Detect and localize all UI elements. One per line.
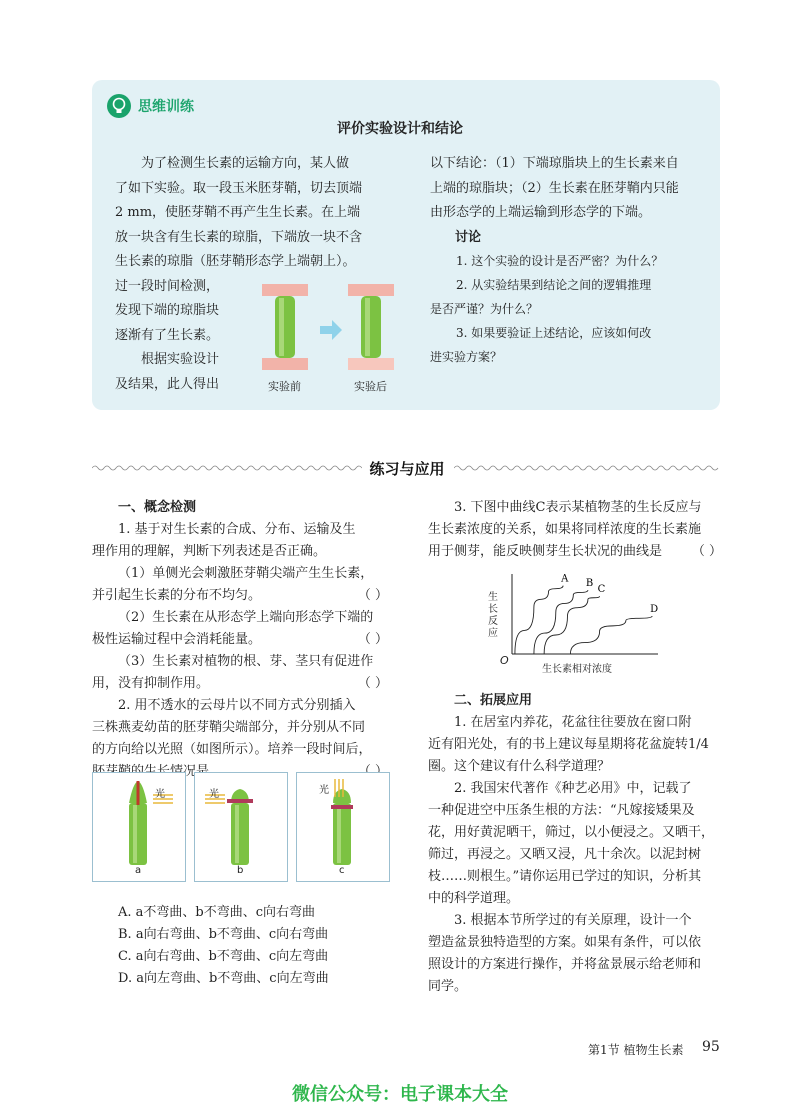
options-list [118, 902, 398, 990]
discussion-item: 进实验方案？ [430, 350, 503, 364]
light-label: 光 [319, 785, 329, 796]
text-line: 的方向给以光照（如图所示）。培养一段时间后， [92, 742, 372, 757]
page-number: 95 [702, 1039, 720, 1055]
thinking-badge-label: 思维训练 [138, 99, 194, 115]
text-line: 三株燕麦幼苗的胚芽鞘尖端部分，并分别从不同 [92, 720, 366, 735]
text-line: 照设计的方案进行操作，并将盆景展示给老师和 [428, 957, 702, 972]
x-axis-label: 生长素相对浓度 [542, 664, 612, 675]
answer-blank[interactable]: （ ） [357, 588, 388, 603]
text-line: 1. 在居室内养花，花盆往往要放在窗口附 [454, 715, 692, 730]
text-line: 极性运输过程中会消耗能量。 （ ） [92, 629, 388, 651]
option-d[interactable]: D. a向左弯曲、b不弯曲、c向左弯曲 [118, 971, 329, 986]
curve-label-D: D [650, 604, 659, 615]
text-line: 2 mm，使胚芽鞘不再产生生长素。在上端 [115, 205, 361, 220]
wavy-divider-right [454, 464, 720, 472]
text-line: 以下结论：（1）下端琼脂块上的生长素来自 [430, 156, 679, 171]
text-line: 3. 下图中曲线C表示某植物茎的生长反应与 [454, 500, 702, 515]
curve-label-A: A [561, 573, 569, 585]
text-line: 由形态学的上端运输到形态学的下端。 [430, 205, 652, 220]
section-title: 练习与应用 [369, 460, 445, 478]
text-line: 2. 用不透水的云母片以不同方式分别插入 [118, 698, 356, 713]
text-line: 过一段时间检测， [115, 278, 220, 294]
curve-D [570, 616, 652, 654]
text-line: （1）单侧光会刺激胚芽鞘尖端产生生长素， [118, 566, 374, 581]
text-line: 了如下实验。取一段玉米胚芽鞘，切去顶端 [115, 180, 363, 196]
figure-label-c: c [339, 865, 345, 876]
curve-label-B: B [585, 578, 594, 590]
y-axis-label: 生长反应 [488, 592, 498, 639]
thinking-title: 评价实验设计和结论 [337, 121, 463, 137]
answer-blank[interactable]: （ ） [357, 676, 388, 691]
text-line: 及结果，此人得出 [115, 376, 220, 392]
curve-B [534, 590, 588, 654]
answer-blank[interactable]: （ ） [357, 632, 388, 647]
option-a[interactable]: A. a不弯曲、b不弯曲、c向右弯曲 [118, 905, 316, 920]
text-line: 同学。 [428, 979, 468, 994]
text-line: 塑造盆景独特造型的方案。如果有条件，可以依 [428, 935, 702, 950]
text-line: 生长素浓度的关系，如果将同样浓度的生长素施 [428, 522, 702, 537]
text-line: 一种促进空中压条生根的方法：“凡嫁接矮果及 [428, 803, 695, 818]
origin-label: O [500, 654, 509, 667]
discussion-item: 3. 如果要验证上述结论，应该如何改 [456, 326, 652, 340]
text-line: 上端的琼脂块；（2）生长素在胚芽鞘内只能 [430, 180, 679, 196]
figure-label-b: b [237, 865, 244, 876]
watermark-text: 微信公众号：电子课本大全 [292, 1084, 508, 1105]
light-label: 光 [155, 789, 165, 800]
text-line: 枝……则根生。”请你运用已学过的知识，分析其 [428, 869, 702, 884]
figure-label-a: a [135, 865, 142, 876]
discussion-label: 讨论 [455, 230, 482, 245]
text-line: 逐渐有了生长素。 [115, 327, 220, 343]
text-line: 花，用好黄泥晒干，筛过，以小便浸之。又晒干， [428, 825, 715, 840]
text-line: 理作用的理解，判断下列表述是否正确。 [92, 544, 327, 559]
text-line: （3）生长素对植物的根、芽、茎只有促进作 [118, 654, 374, 669]
text-line: 用于侧芽，能反映侧芽生长状况的曲线是 （ ） [428, 541, 722, 563]
arrow-icon [320, 320, 342, 340]
right-column-q3 [428, 497, 722, 563]
text-line: 为了检测生长素的运输方向，某人做 [141, 156, 350, 171]
text-line: 中的科学道理。 [428, 891, 520, 906]
lightbulb-icon [106, 93, 132, 119]
option-b[interactable]: B. a向右弯曲、b不弯曲、c向右弯曲 [118, 927, 329, 942]
text-line: 2. 我国宋代著作《种艺必用》中，记载了 [454, 781, 692, 796]
discussion-list [430, 249, 720, 369]
extension-heading: 二、拓展应用 [454, 693, 533, 708]
text-line: 生长素的琼脂（胚芽鞘形态学上端朝上）。 [115, 254, 356, 269]
thinking-right-text [430, 152, 720, 226]
discussion-item: 2. 从实验结果到结论之间的逻辑推理 [456, 278, 652, 292]
text-line: 3. 根据本节所学过的有关原理，设计一个 [454, 913, 692, 928]
right-column-extension [428, 690, 722, 998]
text-line: 放一块含有生长素的琼脂，下端放一块不含 [115, 229, 363, 245]
text-line: 根据实验设计 [141, 352, 220, 367]
figure-c [296, 772, 390, 882]
text-line: 圈。这个建议有什么科学道理？ [428, 759, 611, 774]
before-label: 实验前 [268, 380, 301, 393]
text-line: 并引起生长素的分布不均匀。 （ ） [92, 585, 388, 607]
figure-a [92, 772, 186, 882]
text-line: 近有阳光处，有的书上建议每星期将花盆旋转1/4 [428, 737, 709, 752]
figure-b [194, 772, 288, 882]
discussion-item: 是否严谨？为什么？ [430, 302, 539, 316]
curve-label-C: C [597, 584, 606, 596]
text-line: 用，没有抑制作用。 （ ） [92, 673, 388, 695]
coleoptile-before-after-illustration [258, 282, 398, 378]
text-line: （2）生长素在从形态学上端向形态学下端的 [118, 610, 374, 625]
answer-blank[interactable]: （ ） [691, 544, 722, 559]
experiment-figure [258, 282, 398, 394]
growth-response-chart [488, 572, 668, 676]
curve-C [544, 596, 599, 654]
curve-A [515, 586, 563, 654]
left-column [92, 497, 388, 783]
thinking-badge [106, 93, 218, 119]
footer-section: 第1节 植物生长素 [588, 1043, 684, 1057]
option-c[interactable]: C. a向右弯曲、b不弯曲、c向左弯曲 [118, 949, 329, 964]
concept-check-heading: 一、概念检测 [118, 500, 197, 515]
discussion-item: 1. 这个实验的设计是否严密？为什么？ [456, 254, 664, 268]
text-line: 1. 基于对生长素的合成、分布、运输及生 [118, 522, 356, 537]
text-line: 发现下端的琼脂块 [115, 303, 220, 318]
wavy-divider-left [92, 464, 362, 472]
after-label: 实验后 [354, 380, 387, 393]
text-line: 筛过，再浸之。又晒又浸，凡十余次。以泥封树 [428, 847, 702, 862]
light-label: 光 [209, 789, 219, 800]
